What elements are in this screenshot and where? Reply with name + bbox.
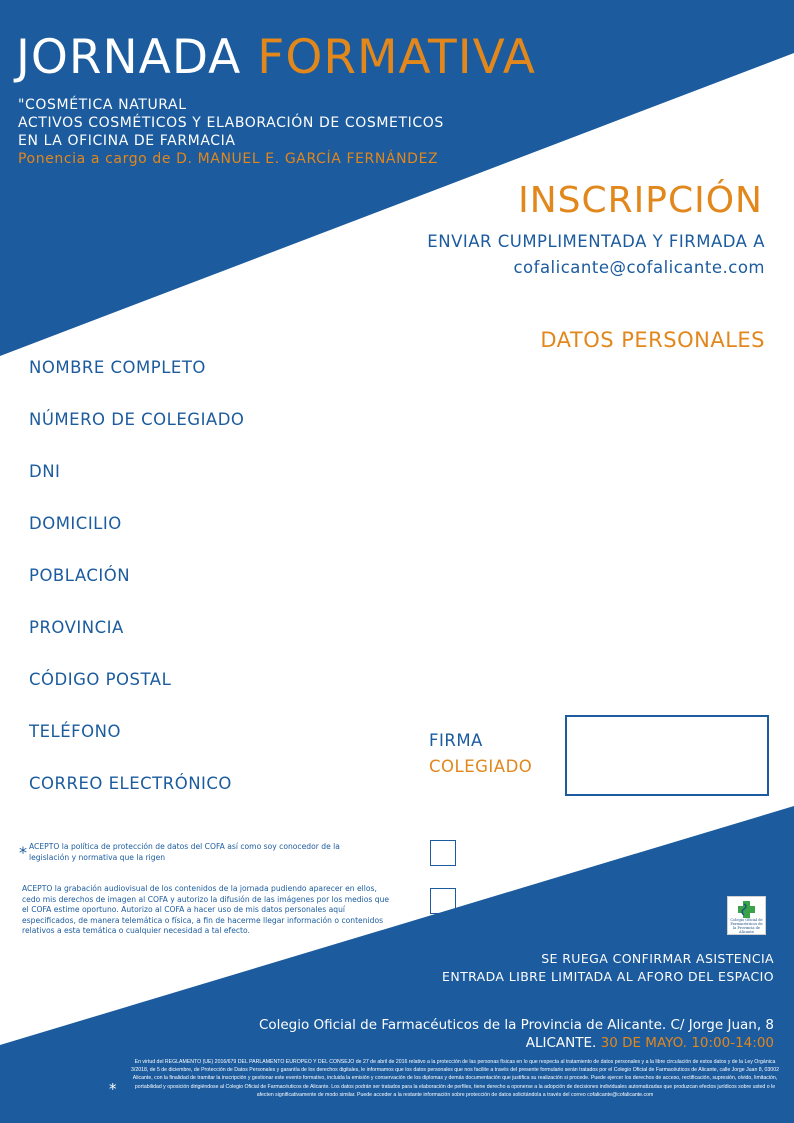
- privacy-consent-text: ACEPTO la política de protección de datos del COFA así como soy conocedor de la legislación y normativa que la rigen: [29, 842, 340, 862]
- confirm-attendance: SE RUEGA CONFIRMAR ASISTENCIA: [541, 951, 774, 966]
- location-city: ALICANTE.: [525, 1035, 597, 1051]
- field-domicilio[interactable]: DOMICILIO: [29, 514, 122, 533]
- field-codigo-postal[interactable]: CÓDIGO POSTAL: [29, 670, 172, 689]
- subtitle-line-3: EN LA OFICINA DE FARMACIA: [18, 133, 236, 149]
- logo-text: Colegio Oficial de Farmacéuticos de la Provincia de Alicante: [730, 918, 763, 934]
- speaker-line: Ponencia a cargo de D. MANUEL E. GARCÍA FERNÁNDEZ: [18, 151, 439, 167]
- event-title: [16, 30, 536, 85]
- title-part1: JORNADA: [16, 30, 242, 85]
- firma-label: FIRMA: [429, 731, 483, 750]
- field-correo-electronico[interactable]: CORREO ELECTRÓNICO: [29, 774, 232, 793]
- send-instruction: ENVIAR CUMPLIMENTADA Y FIRMADA A: [427, 232, 765, 251]
- cofa-logo: [727, 896, 766, 935]
- footer-asterisk: *: [109, 1080, 117, 1098]
- recording-consent-text: ACEPTO la grabación audiovisual de los contenidos de la jornada pudiendo aparecer en ellos, cedo mis derechos de imagen al COFA y autorizo la difusión de las imágenes por los medios que el COFA estime oportuno. Autorizo al COFA a hacer uso de mis datos personales aquí especificados, de manera telemática o física, a fin de hacerme llegar información o contenidos relativos a esta temática o cualquier necesidad a tal efecto.: [22, 884, 390, 936]
- contact-email: cofalicante@cofalicante.com: [513, 258, 765, 277]
- subtitle-line-2: ACTIVOS COSMÉTICOS Y ELABORACIÓN DE COSMETICOS: [18, 115, 444, 131]
- field-telefono[interactable]: TELÉFONO: [29, 722, 121, 741]
- event-datetime: 30 DE MAYO. 10:00-14:00: [600, 1035, 774, 1051]
- colegiado-label: COLEGIADO: [429, 757, 533, 776]
- datos-personales-heading: DATOS PERSONALES: [540, 328, 765, 352]
- field-poblacion[interactable]: POBLACIÓN: [29, 566, 131, 585]
- title-part2: FORMATIVA: [257, 30, 536, 85]
- privacy-asterisk: *: [19, 843, 27, 862]
- subtitle-line-1: "COSMÉTICA NATURAL: [18, 97, 187, 113]
- location-address: Colegio Oficial de Farmacéuticos de la Provincia de Alicante. C/ Jorge Juan, 8: [258, 1017, 774, 1033]
- field-provincia[interactable]: PROVINCIA: [29, 618, 124, 637]
- event-location: [259, 1016, 774, 1052]
- data-protection-notice: En virtud del REGLAMENTO (UE) 2016/679 DEL PARLAMENTO EUROPEO Y DEL CONSEJO de 27 de abril de 2016 relativo a la protección de las personas físicas en lo que respecta al tratamiento de datos personales y a la libre circulación de estos datos y de la Ley Orgánica 3/2018, de 5 de diciembre, de Protección de Datos Personales y garantía de los derechos digitales, le informamos que los datos personales que nos facilite a través del presente formulario serán tratados por el Colegio Oficial de Farmacéuticos de Alicante, calle Jorge Juan 8, 03002 Alicante, con la finalidad de tramitar la inscripción y gestionar este evento formativo, incluida la emisión y conservación de los diplomas y demás documentación que justifica su realización si procede. Puede ejercer los derechos de acceso, rectificación, supresión, olvido, limitación, portabilidad y oposición dirigiéndose al Colegio Oficial de Farmacéuticos de Alicante. Los datos podrán ser tratados para la elaboración de perfiles, tiene derecho a oponerse a la adopción de decisiones individuales automatizadas que produzcan efectos jurídicos sobre usted o le afecten significativamente de modo similar. Puede acceder a la restante información sobre protección de datos solicitándola a través del correo cofalicante@cofalicante.com: [131, 1059, 779, 1098]
- pharmacy-cross-icon: [728, 898, 765, 920]
- field-dni[interactable]: DNI: [29, 462, 61, 481]
- inscripcion-heading: INSCRIPCIÓN: [518, 180, 763, 221]
- signature-box[interactable]: [565, 715, 769, 796]
- field-numero-colegiado[interactable]: NÚMERO DE COLEGIADO: [29, 410, 245, 429]
- free-entry-notice: ENTRADA LIBRE LIMITADA AL AFORO DEL ESPACIO: [442, 969, 774, 984]
- privacy-consent-checkbox[interactable]: [430, 840, 456, 866]
- field-nombre-completo[interactable]: NOMBRE COMPLETO: [29, 358, 206, 377]
- recording-consent-checkbox[interactable]: [430, 888, 456, 914]
